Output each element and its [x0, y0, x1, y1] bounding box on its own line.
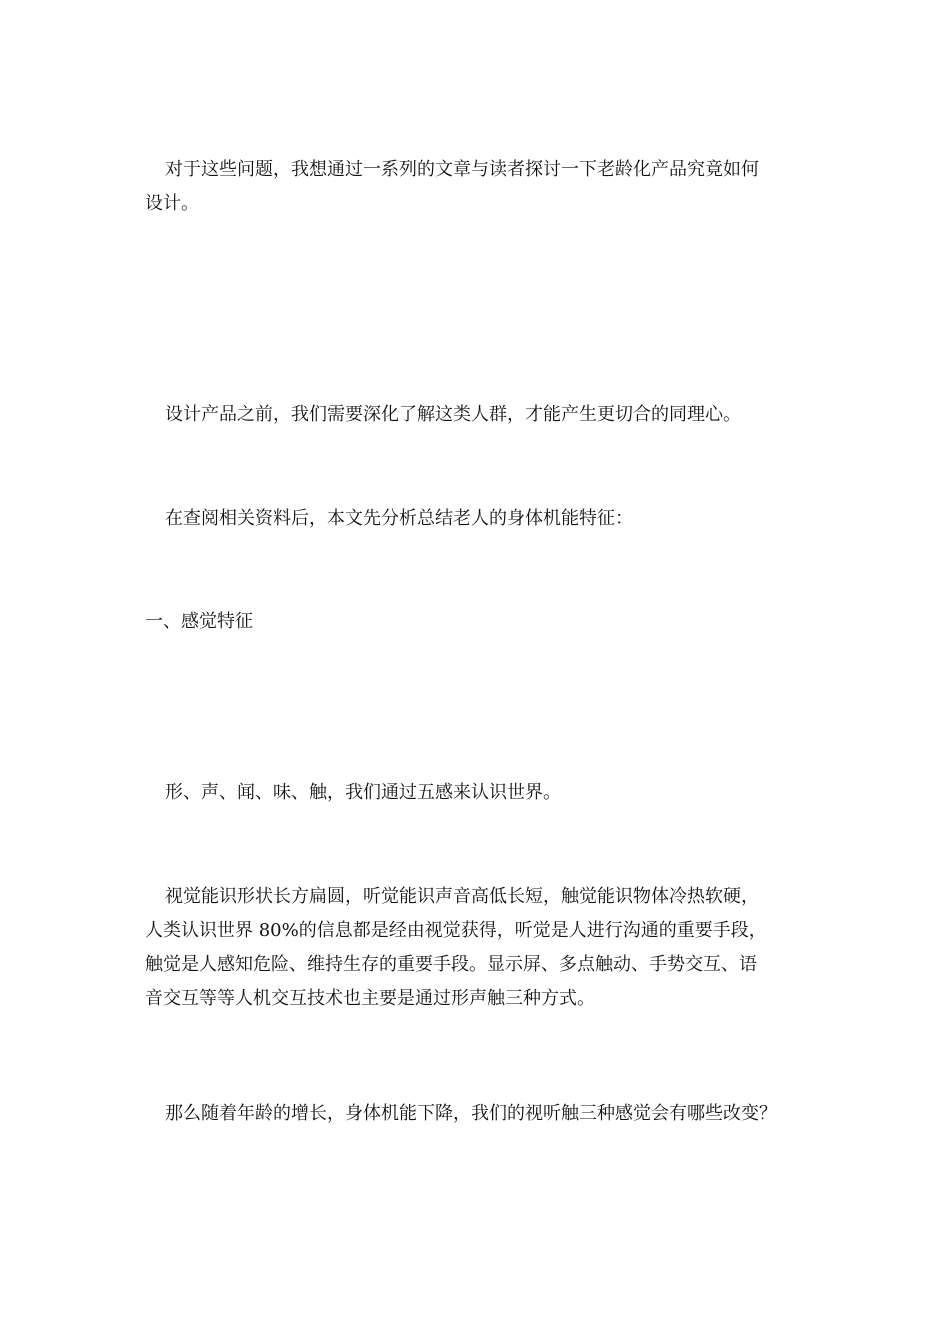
paragraph-line: 设计。 [145, 193, 199, 214]
paragraph-line: 形、声、闻、味、触，我们通过五感来认识世界。 [165, 782, 561, 803]
paragraph-line: 对于这些问题，我想通过一系列的文章与读者探讨一下老龄化产品究竟如何 [165, 159, 759, 180]
paragraph-five-senses [145, 776, 810, 810]
paragraph-physical-traits-intro [145, 502, 810, 536]
paragraph-line: 在查阅相关资料后，本文先分析总结老人的身体机能特征： [165, 508, 633, 529]
paragraph-sense-functions [145, 880, 810, 1016]
section-heading-text: 一、感觉特征 [145, 611, 253, 632]
paragraph-line: 设计产品之前，我们需要深化了解这类人群，才能产生更切合的同理心。 [165, 404, 741, 425]
paragraph-line: 触觉是人感知危险、维持生存的重要手段。显示屏、多点触动、手势交互、语 [145, 954, 757, 975]
paragraph-understand-users [145, 398, 810, 432]
paragraph-line: 人类认识世界 80%的信息都是经由视觉获得，听觉是人进行沟通的重要手段， [145, 920, 767, 941]
section-heading-sensory-traits [145, 605, 810, 639]
paragraph-line: 音交互等等人机交互技术也主要是通过形声触三种方式。 [145, 988, 595, 1009]
paragraph-aging-design-intro [145, 153, 810, 221]
paragraph-line: 那么随着年龄的增长，身体机能下降，我们的视听触三种感觉会有哪些改变？ [165, 1103, 777, 1124]
paragraph-line: 视觉能识形状长方扁圆，听觉能识声音高低长短，触觉能识物体冷热软硬， [165, 886, 759, 907]
paragraph-aging-question [145, 1097, 810, 1131]
